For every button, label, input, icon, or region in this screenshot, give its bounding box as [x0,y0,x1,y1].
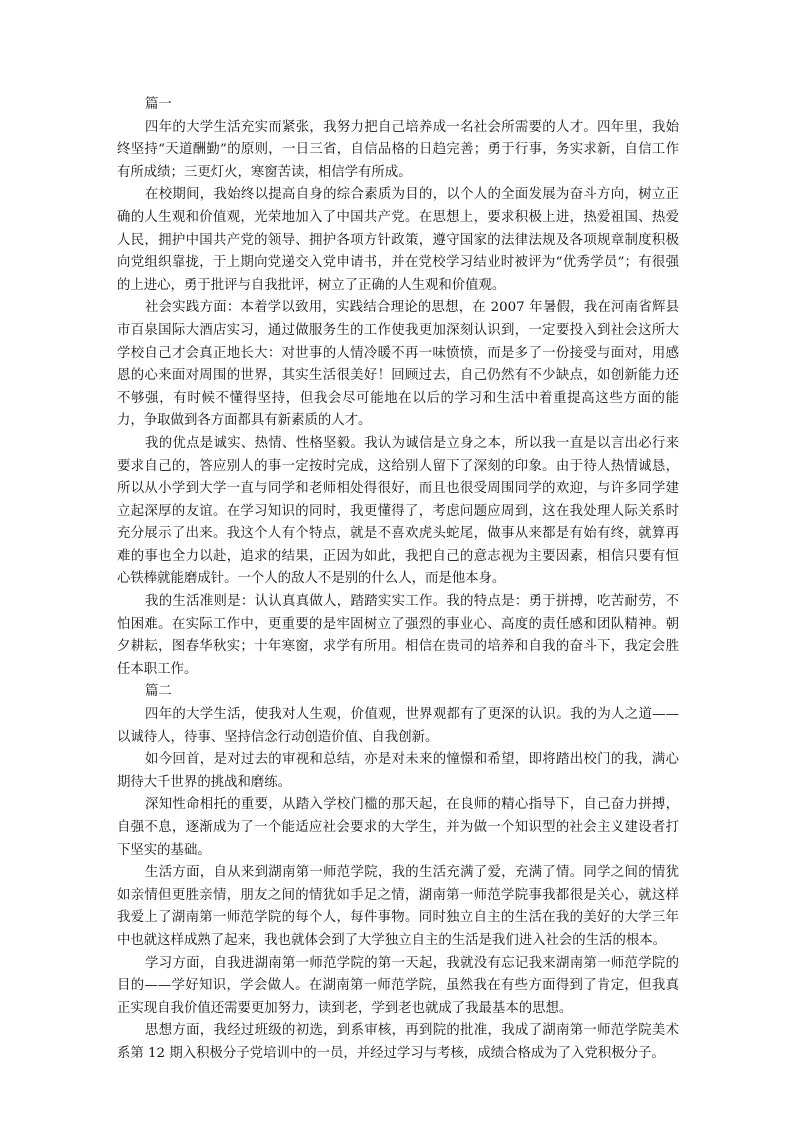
paragraph: 社会实践方面：本着学以致用，实践结合理论的思想，在 2007 年暑假，我在河南省辉县市百泉国际大酒店实习，通过做服务生的工作使我更加深刻认识到，一定要投入到社会这所大学校自己才会真正地长大：对世事的人情冷暖不再一味愤愤，而是多了一份接受与面对，用感恩的心来面对周围的世界，其实生活很美好！回顾过去，自己仍然有不少缺点，如创新能力还不够强，有时候不懂得坚持，但我会尽可能地在以后的学习和生活中着重提高这些方面的能力，争取做到各方面都具有新素质的人才。 [117,300,679,429]
section-2 [117,681,679,1065]
paragraph: 我的优点是诚实、热情、性格坚毅。我认为诚信是立身之本，所以我一直是以言出必行来要求自己的，答应别人的事一定按时完成，这给别人留下了深刻的印象。由于待人热情诚恳，所以从小学到大学一直与同学和老师相处得很好，而且也很受周围同学的欢迎，与许多同学建立起深厚的友谊。在学习知识的同时，我更懂得了，考虑问题应周到，这在我处理人际关系时充分展示了出来。我这个人有个特点，就是不喜欢虎头蛇尾，做事从来都是有始有终，就算再难的事也全力以赴，追求的结果，正因为如此，我把自己的意志视为主要因素，相信只要有恒心铁棒就能磨成针。一个人的敌人不是别的什么人，而是他本身。 [117,435,679,587]
paragraph: 在校期间，我始终以提高自身的综合素质为目的，以个人的全面发展为奋斗方向，树立正确的人生观和价值观，光荣地加入了中国共产党。在思想上，要求积极上进，热爱祖国、热爱人民，拥护中国共产党的领导、拥护各项方针政策，遵守国家的法律法规及各项规章制度积极向党组织靠拢，于上期向党递交入党申请书，并在党校学习结业时被评为“优秀学员”；有很强的上进心，勇于批评与自我批评，树立了正确的人生观和价值观。 [117,187,679,293]
paragraph: 学习方面，自我进湖南第一师范学院的第一天起，我就没有忘记我来湖南第一师范学院的目的——学好知识，学会做人。在湖南第一师范学院，虽然我在有些方面得到了肯定，但我真正实现自我价值还需要更加努力，读到老，学到老也就成了我最基本的思想。 [117,955,679,1016]
paragraph: 深知性命相托的重要，从踏入学校门槛的那天起，在良师的精心指导下，自己奋力拼搏，自强不息，逐渐成为了一个能适应社会要求的大学生，并为做一个知识型的社会主义建设者打下坚实的基础。 [117,797,679,858]
paragraph: 四年的大学生活，使我对人生观，价值观，世界观都有了更深的认识。我的为人之道——以诚待人，待事、坚持信念行动创造价值、自我创新。 [117,707,679,745]
section-heading: 篇一 [145,97,172,112]
paragraph: 如今回首，是对过去的审视和总结，亦是对未来的憧憬和希望，即将踏出校门的我，满心期待大千世界的挑战和磨练。 [117,752,679,790]
paragraph: 我的生活准则是：认认真真做人，踏踏实实工作。我的特点是：勇于拼搏，吃苦耐劳，不怕困难。在实际工作中，更重要的是牢固树立了强烈的事业心、高度的责任感和团队精神。朝夕耕耘，图春华秋实；十年寒窗，求学有所用。相信在贵司的培养和自我的奋斗下，我定会胜任本职工作。 [117,594,679,677]
paragraph: 四年的大学生活充实而紧张，我努力把自己培养成一名社会所需要的人才。四年里，我始终坚持“天道酬勤”的原则，一日三省，自信品格的日趋完善；勇于行事，务实求新，自信工作有所成绩；三更灯火，寒窗苦读，相信学有所成。 [117,119,679,180]
document-page [117,94,679,1066]
section-heading: 篇二 [145,684,172,700]
paragraph: 生活方面，自从来到湖南第一师范学院，我的生活充满了爱，充满了情。同学之间的情犹如亲情但更胜亲情，朋友之间的情犹如手足之情，湖南第一师范学院事我都很是关心，就这样我爱上了湖南第一师范学院的每个人，每件事物。同时独立自主的生活在我的美好的大学三年中也就这样成熟了起来，我也就体会到了大学独立自主的生活是我们进入社会的生活的根本。 [117,865,679,948]
paragraph: 思想方面，我经过班级的初选，到系审核，再到院的批准，我成了湖南第一师范学院美术系第 12 期入积极分子党培训中的一员，并经过学习与考核，成绩合格成为了入党积极分子。 [117,1023,679,1061]
section-1 [117,94,679,681]
